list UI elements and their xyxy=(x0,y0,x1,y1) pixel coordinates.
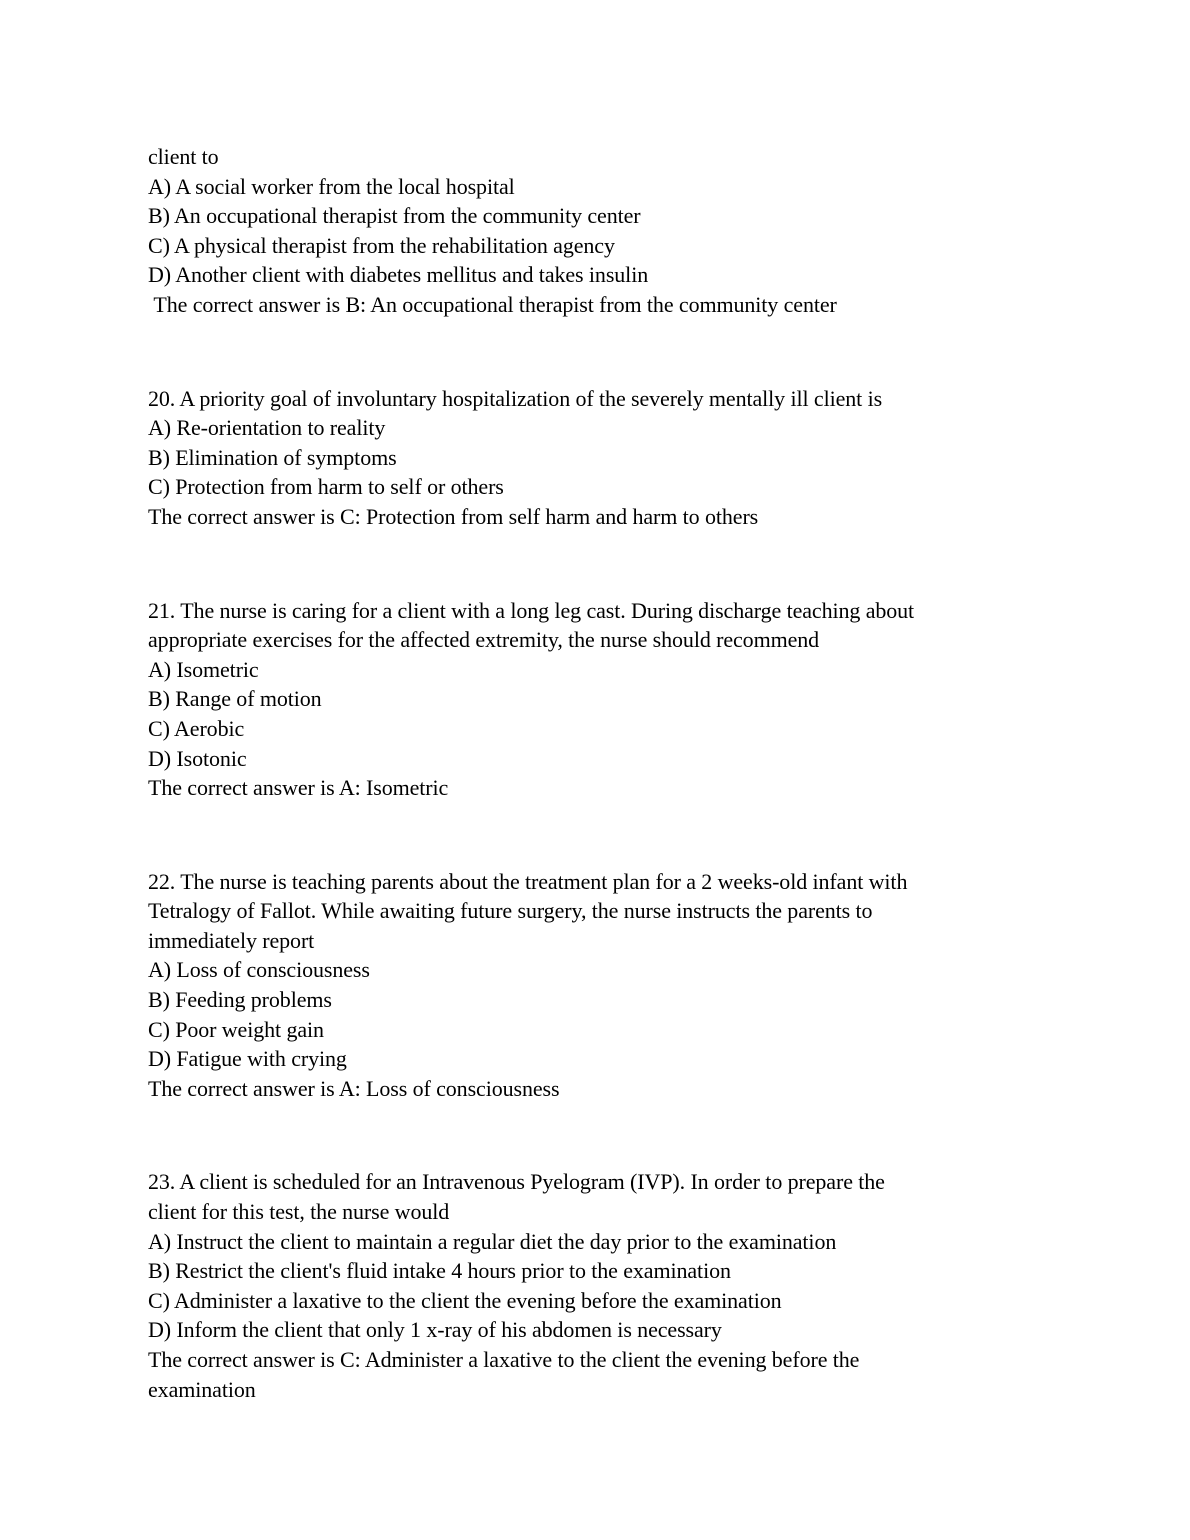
option-line: C) Poor weight gain xyxy=(148,1016,324,1042)
option-line: B) Feeding problems xyxy=(148,987,332,1013)
question-line: 23. A client is scheduled for an Intravenous Pyelogram (IVP). In order to prepare the xyxy=(148,1169,885,1195)
answer-line: examination xyxy=(148,1376,256,1402)
option-line: A) Instruct the client to maintain a regular diet the day prior to the examination xyxy=(148,1228,837,1254)
question-line: Tetralogy of Fallot. While awaiting future surgery, the nurse instructs the parents to xyxy=(148,898,873,924)
question-line: 20. A priority goal of involuntary hospitalization of the severely mentally ill client is xyxy=(148,385,883,411)
question-line: appropriate exercises for the affected extremity, the nurse should recommend xyxy=(148,627,820,653)
option-line: D) Isotonic xyxy=(148,745,247,771)
answer-line: The correct answer is C: Protection from self harm and harm to others xyxy=(148,503,759,529)
answer-line: The correct answer is C: Administer a laxative to the client the evening before the xyxy=(148,1347,860,1372)
question-line: 22. The nurse is teaching parents about the treatment plan for a 2 weeks-old infant with xyxy=(148,868,908,894)
option-line: C) Aerobic xyxy=(148,715,245,741)
question-line: client to xyxy=(148,144,219,169)
option-line: A) Isometric xyxy=(148,656,259,682)
question-20 xyxy=(148,384,1120,532)
option-line: C) Protection from harm to self or others xyxy=(148,474,504,500)
question-line: 21. The nurse is caring for a client with a long leg cast. During discharge teaching about xyxy=(148,597,915,623)
option-line: C) Administer a laxative to the client the evening before the examination xyxy=(148,1287,782,1313)
option-line: C) A physical therapist from the rehabilitation agency xyxy=(148,232,615,258)
option-line: B) Restrict the client's fluid intake 4 hours prior to the examination xyxy=(148,1258,731,1284)
question-21 xyxy=(148,596,1120,803)
option-line: D) Inform the client that only 1 x-ray of his abdomen is necessary xyxy=(148,1317,722,1343)
option-line: D) Another client with diabetes mellitus and takes insulin xyxy=(148,262,649,288)
option-line: A) A social worker from the local hospital xyxy=(148,173,515,199)
question-line: client for this test, the nurse would xyxy=(148,1199,450,1225)
option-line: B) An occupational therapist from the community center xyxy=(148,203,641,229)
question-22 xyxy=(148,867,1120,1104)
option-line: B) Elimination of symptoms xyxy=(148,444,397,470)
option-line: D) Fatigue with crying xyxy=(148,1046,347,1072)
question-23 xyxy=(148,1167,1120,1404)
answer-line: The correct answer is A: Isometric xyxy=(148,775,449,801)
option-line: A) Loss of consciousness xyxy=(148,957,370,983)
question-19-continuation xyxy=(148,142,1120,320)
answer-line: The correct answer is B: An occupational therapist from the community center xyxy=(148,291,837,317)
option-line: B) Range of motion xyxy=(148,686,322,712)
question-line: immediately report xyxy=(148,927,315,953)
option-line: A) Re-orientation to reality xyxy=(148,415,386,441)
answer-line: The correct answer is A: Loss of consciousness xyxy=(148,1075,560,1101)
